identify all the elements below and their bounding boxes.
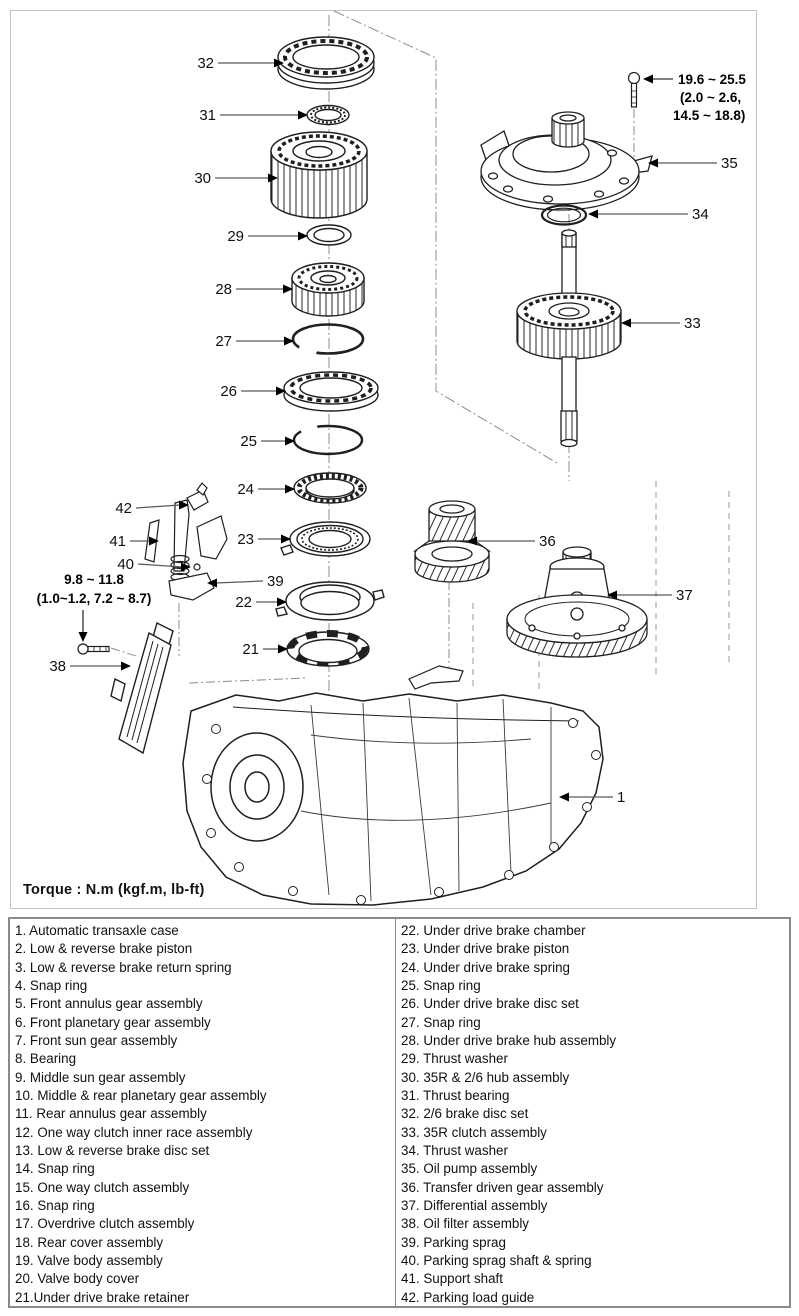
parts-list-item: 26. Under drive brake disc set <box>401 996 579 1012</box>
callout-arrow <box>181 563 191 572</box>
callout-arrow <box>278 645 288 654</box>
exploded-view-diagram <box>10 10 757 909</box>
callout-label-22: 22 <box>235 594 252 611</box>
callout-arrow <box>588 210 598 219</box>
callout-34 <box>588 206 709 223</box>
callout-30 <box>194 170 278 187</box>
callout-label-34: 34 <box>692 206 709 223</box>
callout-23 <box>237 531 291 548</box>
parts-list-table <box>8 917 791 1308</box>
callout-label-35: 35 <box>721 155 738 172</box>
callout-label-32: 32 <box>197 55 214 72</box>
callout-arrow <box>121 662 131 671</box>
callout-arrow <box>621 319 631 328</box>
parts-list-item: 20. Valve body cover <box>15 1271 140 1287</box>
torque-units-note: Torque : N.m (kgf.m, lb-ft) <box>23 882 205 898</box>
parts-list-item: 38. Oil filter assembly <box>401 1216 529 1232</box>
callout-arrow <box>298 232 308 241</box>
callout-arrow <box>285 485 295 494</box>
parts-list-item: 17. Overdrive clutch assembly <box>15 1216 195 1232</box>
torque-spec-line: (1.0~1.2, 7.2 ~ 8.7) <box>36 591 152 606</box>
callout-label-21: 21 <box>242 641 259 658</box>
parts-list-item: 14. Snap ring <box>15 1161 95 1177</box>
callout-35 <box>648 155 738 172</box>
part-34-thrust-washer <box>542 206 586 225</box>
part-1-transaxle-case <box>183 666 603 905</box>
parts-list-item: 12. One way clutch inner race assembly <box>15 1124 253 1140</box>
part-35-oil-pump <box>481 112 652 210</box>
parts-list-item: 31. Thrust bearing <box>401 1087 510 1103</box>
callout-arrow <box>277 598 287 607</box>
callout-label-23: 23 <box>237 531 254 548</box>
parts-list-item: 13. Low & reverse brake disc set <box>15 1142 210 1158</box>
callout-26 <box>220 383 286 400</box>
parts-list-item: 41. Support shaft <box>401 1271 503 1287</box>
torque-spec-line: 9.8 ~ 11.8 <box>64 572 124 587</box>
parts-list-item: 39. Parking sprag <box>401 1234 506 1250</box>
parts-list-item: 11. Rear annulus gear assembly <box>15 1106 207 1122</box>
callout-39 <box>207 573 284 590</box>
parts-list-item: 25. Snap ring <box>401 977 481 993</box>
parts-list-item: 29. Thrust washer <box>401 1051 508 1067</box>
callout-24 <box>237 481 295 498</box>
parts-list-item: 7. Front sun gear assembly <box>15 1032 178 1048</box>
callout-label-1: 1 <box>617 789 626 806</box>
part-38-oil-filter <box>111 623 173 753</box>
parts-list-item: 8. Bearing <box>15 1051 77 1067</box>
callout-32 <box>197 55 284 72</box>
parts-list-item: 10. Middle & rear planetary gear assembly <box>15 1087 267 1103</box>
parts-list-item: 1. Automatic transaxle case <box>15 923 179 938</box>
part-21-under-drive-brake-retainer <box>287 632 369 666</box>
diagram-lineart <box>11 11 756 908</box>
parts-list-item: 21.Under drive brake retainer <box>15 1289 190 1305</box>
callout-label-31: 31 <box>199 107 216 124</box>
callout-label-29: 29 <box>227 228 244 245</box>
part-27-snap-ring <box>293 325 363 355</box>
part-31-thrust-bearing <box>307 106 349 125</box>
callout-label-39: 39 <box>267 573 284 590</box>
parts-list-item: 5. Front annulus gear assembly <box>15 996 203 1012</box>
part-33-35r-clutch <box>517 230 621 447</box>
callout-31 <box>199 107 308 124</box>
torque-spec-line: (2.0 ~ 2.6, <box>680 90 742 105</box>
callout-label-38: 38 <box>49 658 66 675</box>
parts-list-item: 33. 35R clutch assembly <box>401 1124 547 1140</box>
callout-label-37: 37 <box>676 587 693 604</box>
callout-label-30: 30 <box>194 170 211 187</box>
bolt-icon-upper <box>629 73 640 108</box>
callout-label-25: 25 <box>240 433 257 450</box>
parts-list-item: 9. Middle sun gear assembly <box>15 1069 186 1085</box>
callout-label-26: 26 <box>220 383 237 400</box>
parts-list-item: 34. Thrust washer <box>401 1142 508 1158</box>
callout-arrow <box>298 111 308 120</box>
parts-list-item: 30. 35R & 2/6 hub assembly <box>401 1069 570 1085</box>
torque-arrow <box>643 75 653 84</box>
parts-list-item: 15. One way clutch assembly <box>15 1179 190 1195</box>
parts-list-item: 28. Under drive brake hub assembly <box>401 1032 617 1048</box>
part-29-thrust-washer <box>307 225 351 245</box>
callout-label-24: 24 <box>237 481 254 498</box>
part-30-35r-26-hub <box>271 132 367 218</box>
callout-33 <box>621 315 701 332</box>
callout-label-41: 41 <box>109 533 126 550</box>
part-25-snap-ring <box>294 426 362 454</box>
parts-list-item: 16. Snap ring <box>15 1197 95 1213</box>
parts-list-item: 23. Under drive brake piston <box>401 941 570 957</box>
part-26-under-drive-brake-disc-set <box>284 372 378 411</box>
callout-label-36: 36 <box>539 533 556 550</box>
parts-list-item: 2. Low & reverse brake piston <box>15 941 193 957</box>
callout-label-40: 40 <box>117 556 134 573</box>
part-22-under-drive-brake-chamber <box>276 582 384 620</box>
torque-arrow <box>79 632 88 642</box>
parts-list-item: 35. Oil pump assembly <box>401 1161 538 1177</box>
parts-list-item: 32. 2/6 brake disc set <box>401 1106 529 1122</box>
parts-list-item: 18. Rear cover assembly <box>15 1234 164 1250</box>
upper-bolt-torque <box>643 72 746 123</box>
callout-label-42: 42 <box>115 500 132 517</box>
callout-21 <box>242 641 288 658</box>
parts-list-item: 40. Parking sprag shaft & spring <box>401 1252 592 1268</box>
part-37-differential <box>507 547 647 657</box>
callout-29 <box>227 228 308 245</box>
parts-list-column-left <box>10 919 396 1306</box>
callout-27 <box>215 333 294 350</box>
parts-list-right <box>401 922 785 1307</box>
parts-list-item: 22. Under drive brake chamber <box>401 923 586 938</box>
parts-list-item: 24. Under drive brake spring <box>401 959 570 975</box>
part-28-under-drive-brake-hub <box>292 263 364 316</box>
parts-list-item: 19. Valve body assembly <box>15 1252 163 1268</box>
parts-list-item: 6. Front planetary gear assembly <box>15 1014 211 1030</box>
parts-list-column-right <box>396 919 789 1306</box>
bolt-icon-left <box>78 644 109 654</box>
parts-list-item: 3. Low & reverse brake return spring <box>15 959 232 975</box>
parts-list-item: 27. Snap ring <box>401 1014 481 1030</box>
left-bolt-torque <box>37 572 152 642</box>
parts-list-item: 4. Snap ring <box>15 977 88 993</box>
parts-list-left <box>15 922 391 1307</box>
callout-label-28: 28 <box>215 281 232 298</box>
parts-list-item: 37. Differential assembly <box>401 1197 548 1213</box>
callout-label-27: 27 <box>215 333 232 350</box>
callout-label-33: 33 <box>684 315 701 332</box>
callout-28 <box>215 281 293 298</box>
callout-38 <box>49 658 131 675</box>
callout-25 <box>240 433 295 450</box>
part-24-under-drive-brake-spring <box>294 473 366 503</box>
torque-spec-line: 14.5 ~ 18.8) <box>673 108 746 123</box>
part-32-brake-disc-set <box>278 37 374 89</box>
parts-list-item: 36. Transfer driven gear assembly <box>401 1179 604 1195</box>
torque-spec-line: 19.6 ~ 25.5 <box>678 72 746 87</box>
part-23-under-drive-brake-piston <box>281 522 370 556</box>
parts-list-item: 42. Parking load guide <box>401 1289 535 1305</box>
callout-arrow <box>281 535 291 544</box>
